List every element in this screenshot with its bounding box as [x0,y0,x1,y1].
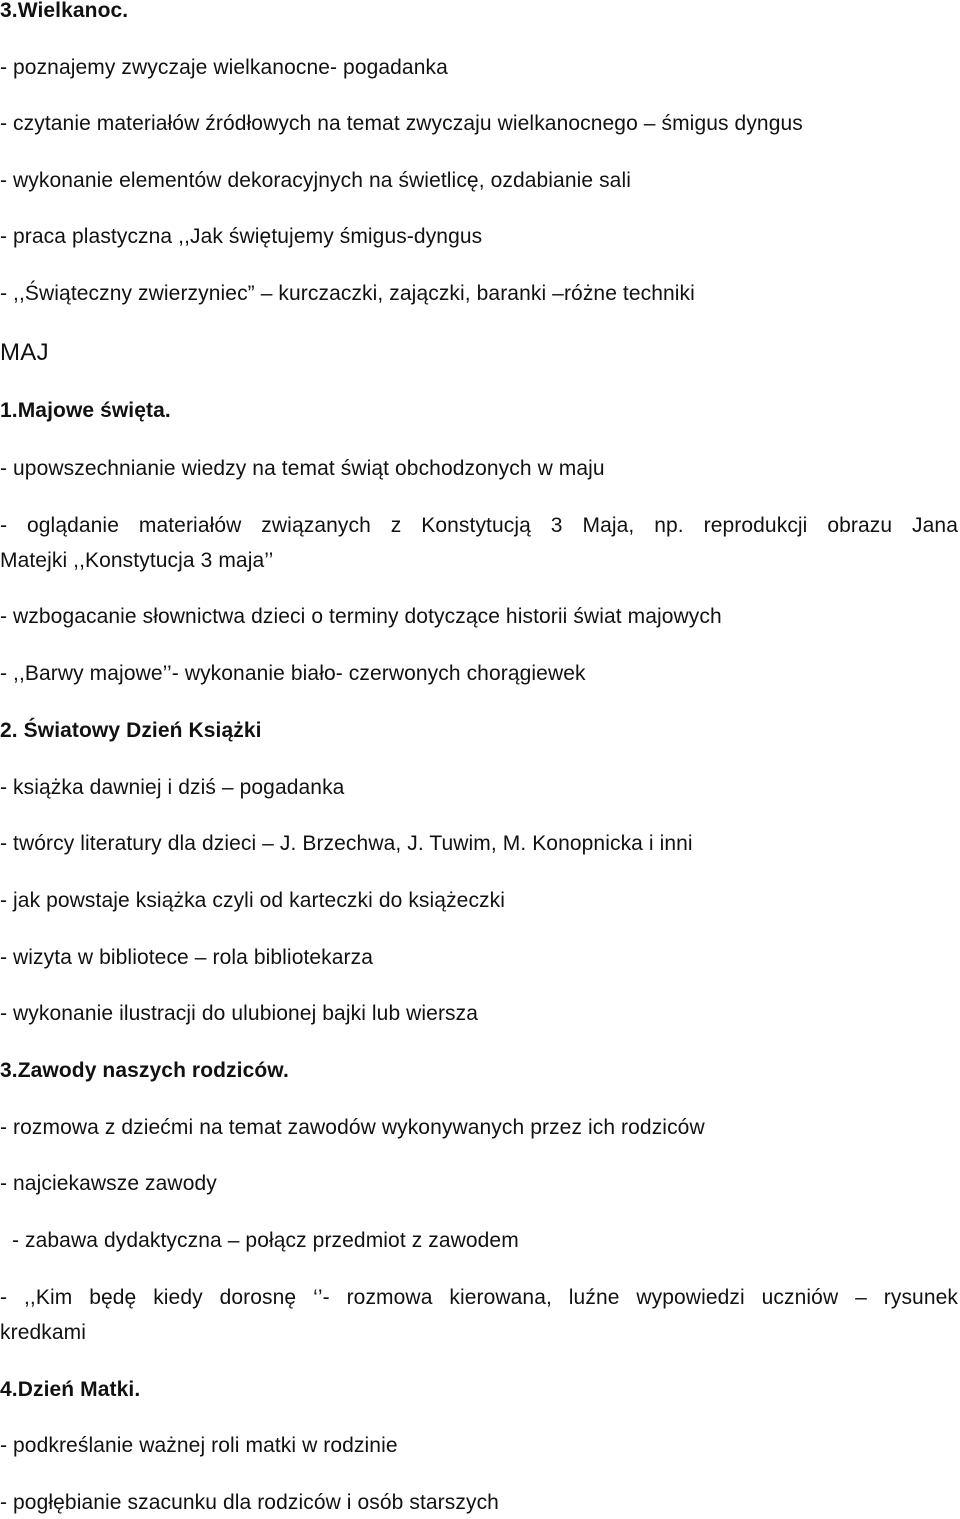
list-item: - ,,Świąteczny zwierzyniec” – kurczaczki, zajączki, baranki –różne techniki [0,282,695,305]
list-item: - wzbogacanie słownictwa dzieci o terminy dotyczące historii świat majowych [0,605,722,628]
list-item: - wykonanie ilustracji do ulubionej bajki lub wiersza [0,1002,479,1025]
list-item: - praca plastyczna ,,Jak świętujemy śmigus-dyngus [0,225,483,248]
list-item-line-1: - oglądanie materiałów związanych z Konstytucją 3 Maja, np. reprodukcji obrazu Jana [0,514,958,537]
section-heading-zawody: 3.Zawody naszych rodziców. [0,1059,289,1082]
list-item-line-2: kredkami [0,1321,86,1344]
section-heading-dzien-matki: 4.Dzień Matki. [0,1378,141,1401]
month-heading-maj: MAJ [0,339,49,366]
list-item: - zabawa dydaktyczna – połącz przedmiot z zawodem [12,1229,519,1252]
list-item: - książka dawniej i dziś – pogadanka [0,776,345,799]
list-item-line-1: - ,,Kim będę kiedy dorosnę ‘’- rozmowa kierowana, luźne wypowiedzi uczniów – rysunek [0,1286,958,1309]
list-item: - rozmowa z dziećmi na temat zawodów wykonywanych przez ich rodziców [0,1116,705,1139]
section-heading-majowe-swieta: 1.Majowe święta. [0,399,171,422]
list-item: - pogłębianie szacunku dla rodziców i osób starszych [0,1491,499,1514]
section-heading-dzien-ksiazki: 2. Światowy Dzień Książki [0,719,262,742]
list-item: - wykonanie elementów dekoracyjnych na świetlicę, ozdabianie sali [0,169,631,192]
list-item: - ,,Barwy majowe’’- wykonanie biało- czerwonych chorągiewek [0,662,586,685]
list-item: - wizyta w bibliotece – rola bibliotekarza [0,946,374,969]
list-item: - najciekawsze zawody [0,1172,217,1195]
list-item: - poznajemy zwyczaje wielkanocne- pogadanka [0,56,448,79]
list-item-line-2: Matejki ,,Konstytucja 3 maja’’ [0,549,274,572]
list-item: - podkreślanie ważnej roli matki w rodzinie [0,1434,398,1457]
list-item: - czytanie materiałów źródłowych na temat zwyczaju wielkanocnego – śmigus dyngus [0,112,803,135]
list-item: - jak powstaje książka czyli od karteczki do książeczki [0,889,506,912]
list-item: - twórcy literatury dla dzieci – J. Brzechwa, J. Tuwim, M. Konopnicka i inni [0,832,693,855]
list-item: - upowszechnianie wiedzy na temat świąt obchodzonych w maju [0,457,605,480]
section-heading-wielkanoc: 3.Wielkanoc. [0,0,129,22]
